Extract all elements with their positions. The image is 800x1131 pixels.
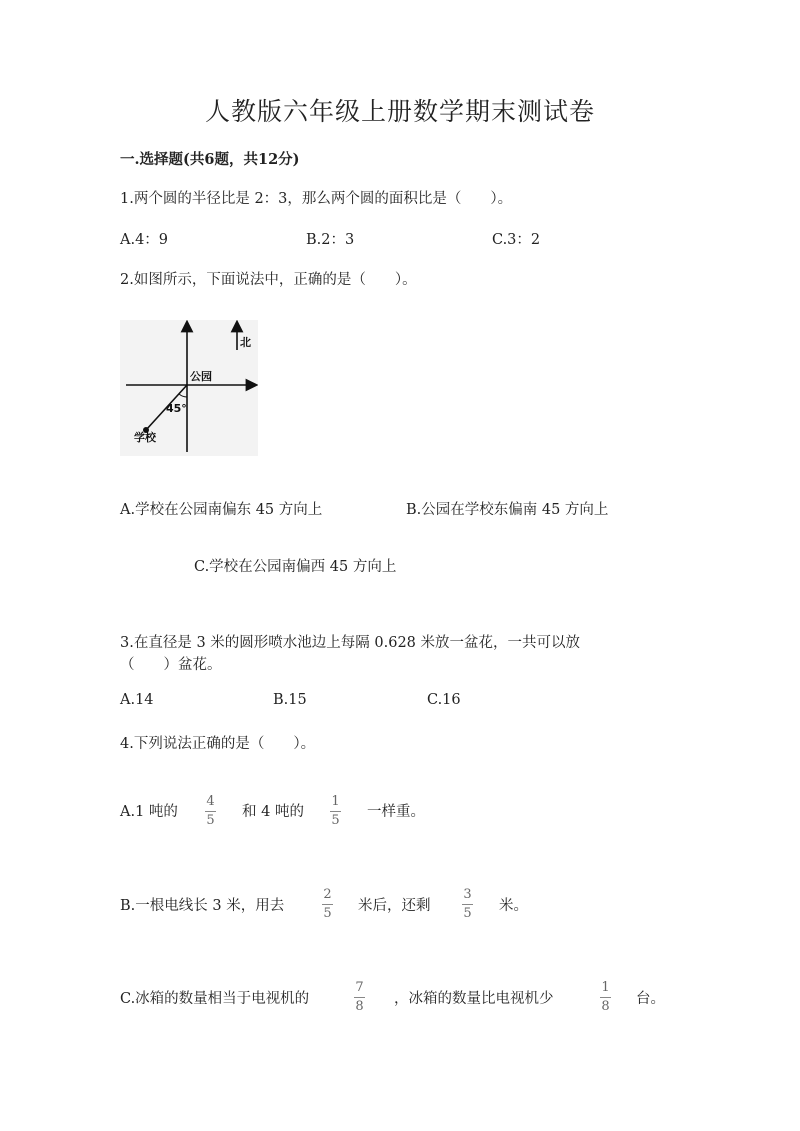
question-4-option-c-part-2: ，冰箱的数量比电视机少 — [394, 991, 554, 1007]
fraction-one-eighth — [600, 981, 611, 1014]
fraction-one-fifth — [330, 795, 341, 828]
question-1-option-b[interactable]: B.2：3 — [306, 232, 355, 248]
fraction-denominator: 5 — [323, 906, 332, 921]
question-1-text: 1.两个圆的半径比是 2：3，那么两个圆的面积比是（ ）。 — [120, 191, 513, 207]
question-2-option-a[interactable]: A.学校在公园南偏东 45 方向上 — [120, 502, 323, 518]
question-2-option-b[interactable]: B.公园在学校东偏南 45 方向上 — [406, 502, 609, 518]
question-2-option-c[interactable]: C.学校在公园南偏西 45 方向上 — [194, 559, 397, 575]
direction-diagram — [120, 320, 258, 456]
fraction-numerator: 7 — [355, 980, 364, 995]
fraction-numerator: 1 — [331, 794, 340, 809]
fraction-bar — [354, 997, 365, 998]
question-3-text-line-2: （ ）盆花。 — [120, 657, 222, 673]
question-4-option-a-part-2: 和 4 吨的 — [242, 804, 304, 820]
question-4-option-b-part-2: 米后，还剩 — [358, 898, 431, 914]
fraction-bar — [600, 997, 611, 998]
angle-label: 45° — [166, 402, 187, 415]
fraction-denominator: 5 — [206, 813, 215, 828]
park-label: 公园 — [190, 370, 212, 383]
fraction-bar — [462, 904, 473, 905]
question-4-option-a-part-1[interactable]: A.1 吨的 — [120, 804, 178, 820]
fraction-numerator: 2 — [323, 887, 332, 902]
fraction-seven-eighths — [354, 981, 365, 1014]
question-4-text: 4.下列说法正确的是（ ）。 — [120, 736, 316, 752]
fraction-denominator: 8 — [601, 999, 610, 1014]
fraction-two-fifths — [322, 888, 333, 921]
angle-arc — [179, 394, 187, 397]
fraction-four-fifths — [205, 795, 216, 828]
fraction-bar — [205, 811, 216, 812]
question-3-option-c[interactable]: C.16 — [427, 692, 461, 708]
fraction-bar — [330, 811, 341, 812]
question-3-option-b[interactable]: B.15 — [273, 692, 307, 708]
question-3-option-a[interactable]: A.14 — [120, 692, 154, 708]
question-4-option-b-part-3: 米。 — [499, 898, 528, 914]
question-4-option-c-part-1[interactable]: C.冰箱的数量相当于电视机的 — [120, 991, 310, 1007]
fraction-numerator: 4 — [206, 794, 215, 809]
fraction-numerator: 1 — [601, 980, 610, 995]
question-1-option-c[interactable]: C.3：2 — [492, 232, 541, 248]
question-4-option-b-part-1[interactable]: B.一根电线长 3 米，用去 — [120, 898, 285, 914]
fraction-denominator: 5 — [331, 813, 340, 828]
fraction-bar — [322, 904, 333, 905]
fraction-numerator: 3 — [463, 887, 472, 902]
page-title: 人教版六年级上册数学期末测试卷 — [204, 97, 595, 126]
section-heading: 一.选择题(共6题，共12分) — [120, 151, 300, 168]
question-4-option-a-part-3: 一样重。 — [367, 804, 425, 820]
question-4-option-c-part-3: 台。 — [636, 991, 665, 1007]
question-1-option-a[interactable]: A.4：9 — [120, 232, 169, 248]
fraction-three-fifths — [462, 888, 473, 921]
north-label: 北 — [240, 336, 251, 349]
school-label: 学校 — [134, 431, 156, 444]
question-2-text: 2.如图所示，下面说法中，正确的是（ ）。 — [120, 272, 417, 288]
fraction-denominator: 8 — [355, 999, 364, 1014]
question-3-text-line-1: 3.在直径是 3 米的圆形喷水池边上每隔 0.628 米放一盆花，一共可以放 — [120, 635, 581, 651]
fraction-denominator: 5 — [463, 906, 472, 921]
